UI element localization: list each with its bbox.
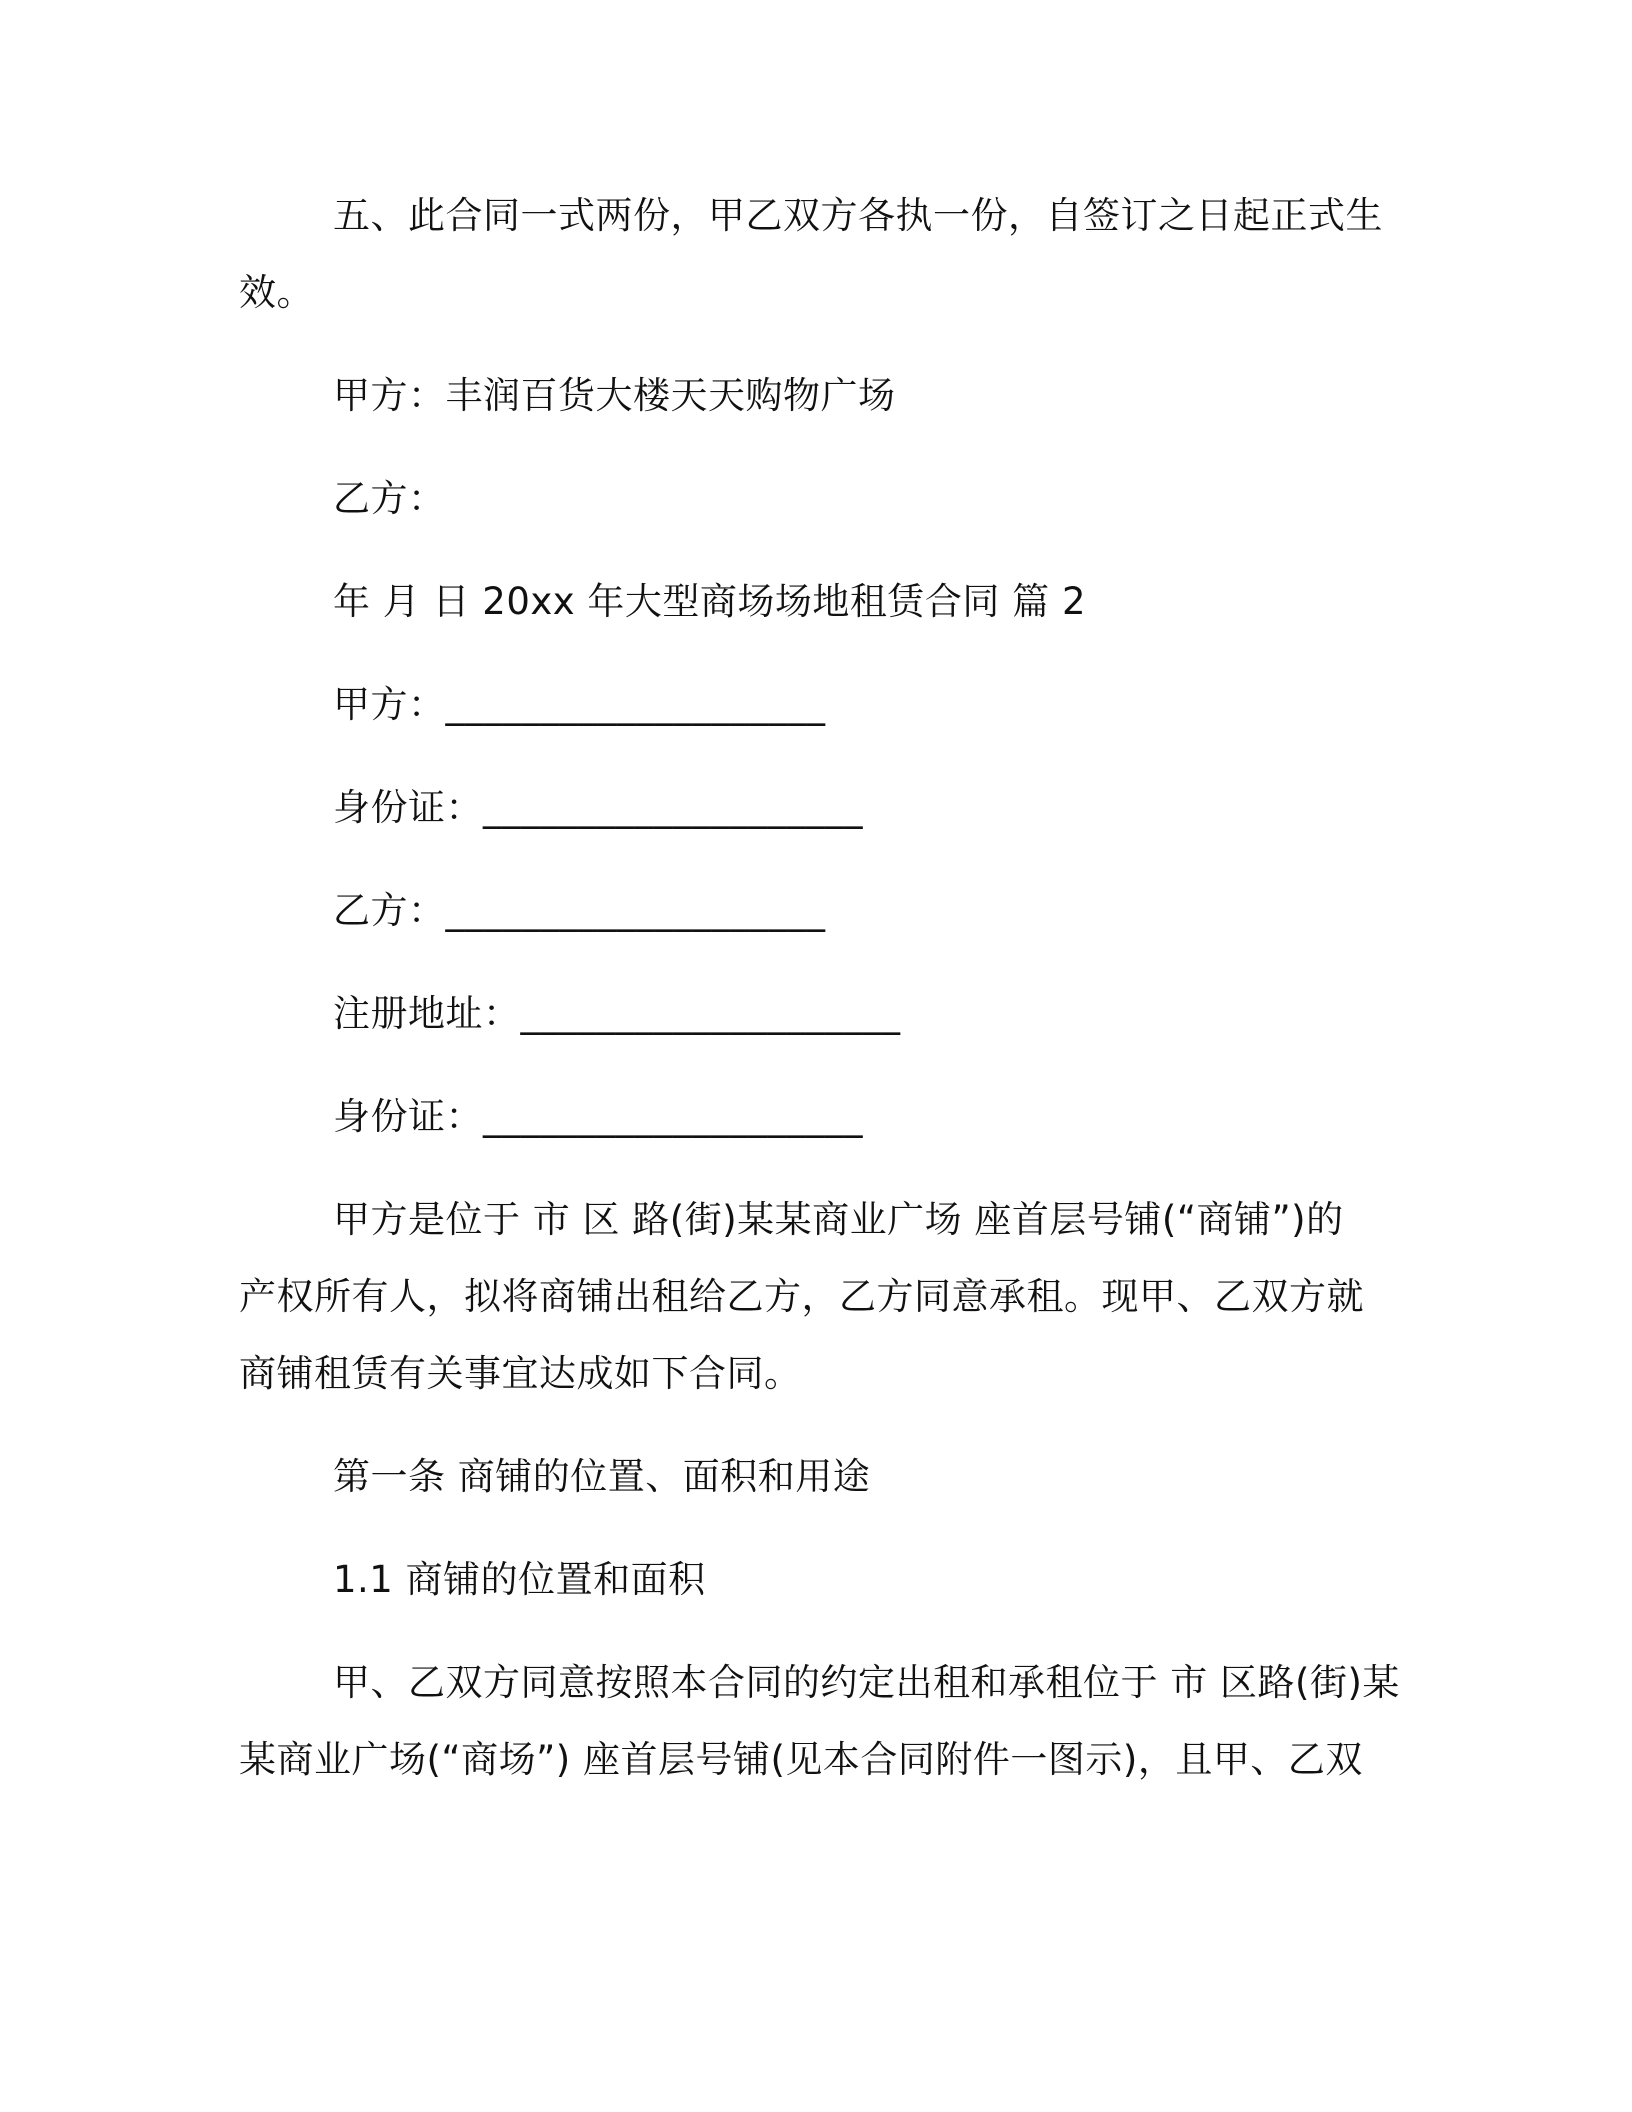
date-and-contract-title: 年 月 日 20xx 年大型商场场地租赁合同 篇 2 (333, 580, 1086, 623)
party-b-id-field: 身份证：____________________ (333, 1095, 863, 1138)
preamble-line-2: 产权所有人，拟将商铺出租给乙方，乙方同意承租。现甲、乙双方就 (239, 1275, 1364, 1318)
clause-five-line-1: 五、此合同一式两份，甲乙双方各执一份，自签订之日起正式生 (333, 194, 1383, 237)
clause-five-line-2: 效。 (239, 271, 314, 314)
preamble-line-1: 甲方是位于 市 区 路(街)某某商业广场 座首层号铺(“商铺”)的 (333, 1198, 1344, 1241)
section-1-1-line-2: 某商业广场(“商场”) 座首层号铺(见本合同附件一图示)，且甲、乙双 (239, 1738, 1363, 1781)
article-one-heading: 第一条 商铺的位置、面积和用途 (333, 1455, 871, 1498)
section-1-1-heading: 1.1 商铺的位置和面积 (333, 1558, 706, 1601)
party-a-field: 甲方：____________________ (333, 683, 826, 726)
preamble-line-3: 商铺租赁有关事宜达成如下合同。 (239, 1352, 802, 1395)
registered-address-field: 注册地址：____________________ (333, 992, 901, 1035)
party-a-name: 甲方：丰润百货大楼天天购物广场 (333, 374, 896, 417)
section-1-1-line-1: 甲、乙双方同意按照本合同的约定出租和承租位于 市 区路(街)某 (333, 1661, 1400, 1704)
party-a-id-field: 身份证：____________________ (333, 786, 863, 829)
party-b-label: 乙方： (333, 477, 446, 520)
party-b-field: 乙方：____________________ (333, 889, 826, 932)
